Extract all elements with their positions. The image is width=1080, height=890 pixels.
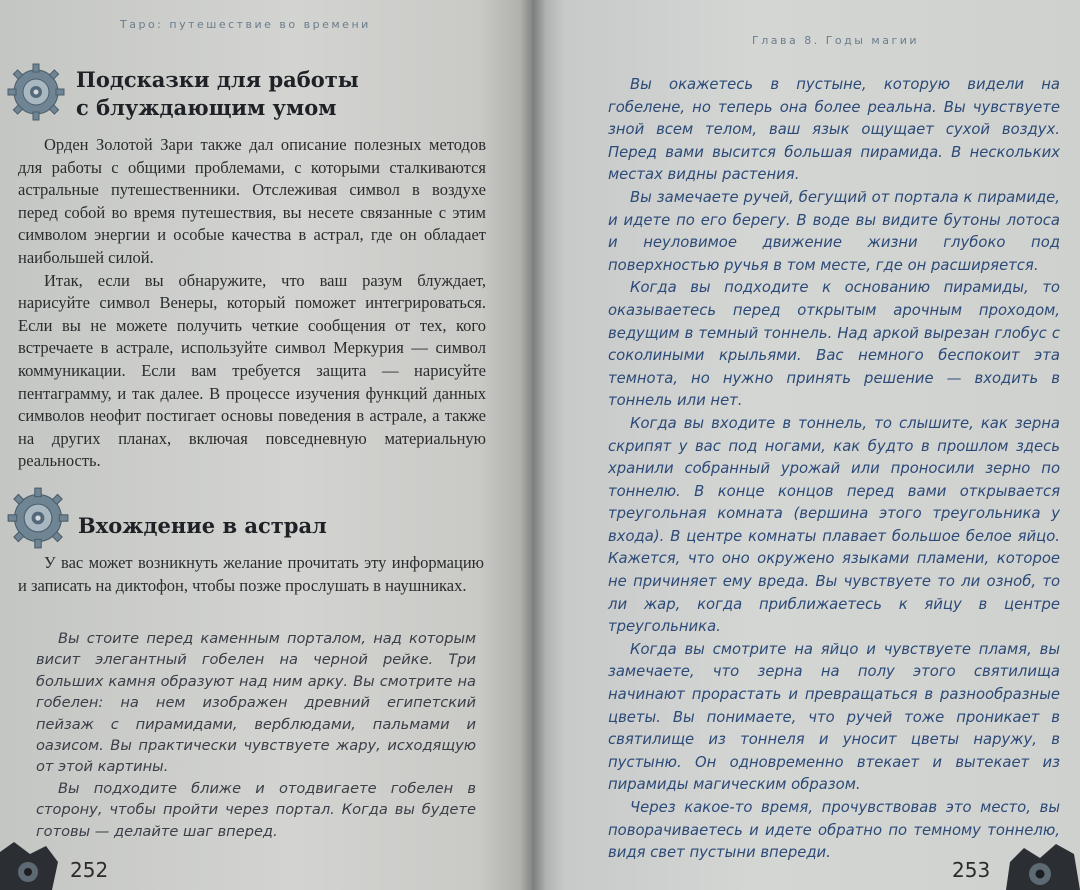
heading-line-1: Подсказки для работы (76, 67, 359, 92)
italic-paragraph: Когда вы смотрите на яйцо и чувствуете пламя, вы замечаете, что зерна на полу этого святилища начинают прорастать и превращаться в разнообразные цветы. Вы понимаете, что ручей тоже проникает в святилище из тоннеля и уносит цветы наружу, в пустыню. Он одновременно втекает и вытекает из пирамиды магическим образом. (608, 640, 1060, 794)
running-head-left: Таро: путешествие во времени (120, 18, 371, 31)
page-number-left: 252 (70, 858, 109, 882)
section2-intro (18, 552, 484, 597)
gear-icon (6, 486, 70, 550)
heading-line-2: с блуждающим умом (76, 95, 337, 120)
italic-paragraph: Вы окажетесь в пустыне, которую видели на гобелене, но теперь она более реальна. Вы чувствуете зной всем телом, ваш язык ощущает сухой воздух. Перед вами высится большая пирамида. В нескольких местах видны растения. (608, 76, 1060, 184)
section-heading-entering: Вхождение в астрал (78, 513, 327, 538)
book-gutter (520, 0, 546, 890)
italic-paragraph: Когда вы входите в тоннель, то слышите, как зерна скрипят у вас под ногами, как будто в прошлом здесь хранили собранный урожай или проносили зерно по тоннелю. В конце концов перед вами открывается треугольная комната (вершина этого треугольника у входа). В центре комнаты плавает большое белое яйцо. Кажется, что оно окружено языками пламени, которое не причиняет ему вреда. Вы чувствуете то ли озноб, то ли жар, когда приближаетесь к яйцу в центре треугольника. (608, 414, 1060, 636)
right-page (532, 0, 1080, 890)
gear-icon (6, 62, 66, 122)
section2-meditation (36, 628, 476, 842)
section1-body (18, 134, 486, 473)
italic-paragraph: Когда вы подходите к основанию пирамиды, то оказываетесь перед открытым арочным проходом, ведущим в темный тоннель. Над аркой вырезан глобус с соколиными крыльями. Вас немного беспокоит эта темнота, но нужно принять решение — входить в тоннель или нет. (608, 279, 1060, 410)
right-meditation-text (608, 74, 1060, 865)
paragraph: У вас может возникнуть желание прочитать эту информацию и записать на диктофон, чтобы позже прослушать в наушниках. (18, 553, 484, 595)
running-head-right: Глава 8. Годы магии (752, 34, 920, 47)
corner-ornament-icon (0, 832, 60, 890)
italic-paragraph: Вы подходите ближе и отодвигаете гобелен в сторону, чтобы пройти через портал. Когда вы будете готовы — делайте шаг вперед. (36, 779, 476, 840)
corner-ornament-icon (1000, 832, 1080, 890)
section-heading-tips (76, 66, 359, 122)
italic-paragraph: Вы замечаете ручей, бегущий от портала к пирамиде, и идете по его берегу. В воде вы видите бутоны лотоса и неуловимое движение жизни глубоко под поверхностью ручья в том месте, где он расширяется. (608, 188, 1060, 274)
italic-paragraph: Через какое-то время, прочувствовав это место, вы поворачиваетесь и идете обратно по темному тоннелю, видя свет пустыни впереди. (608, 799, 1060, 862)
paragraph: Итак, если вы обнаружите, что ваш разум блуждает, нарисуйте символ Венеры, который поможет интегрироваться. Если вы не можете получить четкие сообщения от тех, кого встречаете в астрале, используйте символ Меркурия — символ коммуникации. Если вам требуется защита — нарисуйте пентаграмму, и так далее. В процессе изучения функций данных символов неофит постигает основы поведения в астрале, а также на других планах, включая повседневную материальную реальность. (18, 270, 486, 471)
left-page (0, 0, 532, 890)
page-number-right: 253 (952, 858, 991, 882)
paragraph: Орден Золотой Зари также дал описание полезных методов для работы с общими проблемами, с которыми сталкиваются астральные путешественники. Отслеживая символ в воздухе перед собой во время путешествия, вы несете связанные с этим символом энергии и особые качества в астрал, где он обладает наибольшей силой. (18, 135, 486, 267)
italic-paragraph: Вы стоите перед каменным порталом, над которым висит элегантный гобелен на черной рейке. Три больших камня образуют над ним арку. Вы смотрите на гобелен: на нем изображен древний египетский пейзаж с пирамидами, верблюдами, пальмами и оазисом. Вы практически чувствуете жару, исходящую от этой картины. (36, 630, 476, 776)
